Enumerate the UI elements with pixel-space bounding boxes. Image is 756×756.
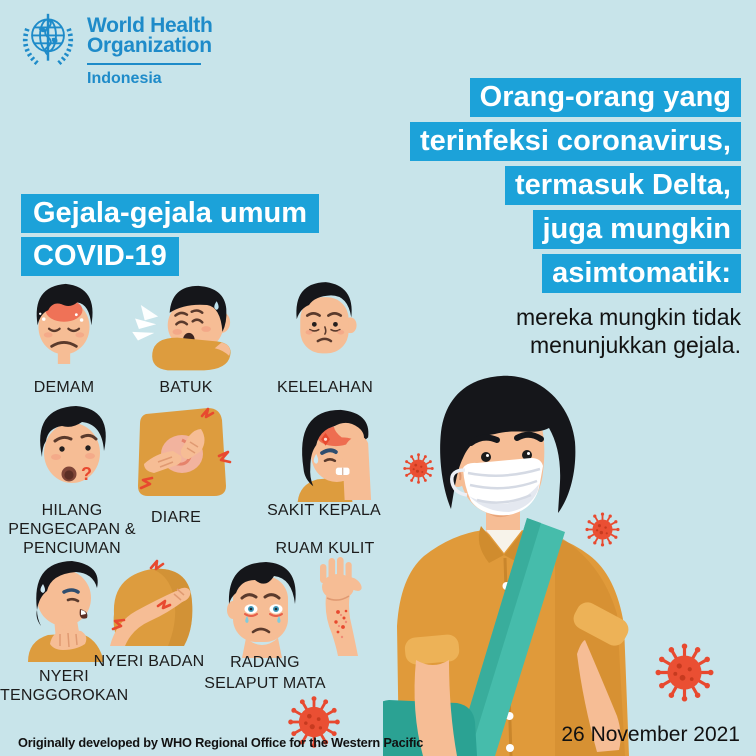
headline-block <box>410 78 741 359</box>
headline-bar: termasuk Delta, <box>505 166 741 205</box>
nyeri-badan-body-aches-illustration <box>98 556 204 654</box>
ruam-kulit-skin-rash-arm-illustration <box>302 556 378 656</box>
radang-selaput-mata-conjunctivitis-illustration <box>216 558 306 658</box>
logo-divider <box>87 63 201 65</box>
who-country-label: Indonesia <box>87 70 162 87</box>
headline-bar: terinfeksi coronavirus, <box>410 122 741 161</box>
radang-selaput-mata-label: RADANG SELAPUT MATA <box>204 654 326 692</box>
question-mark-glyph: ? <box>81 464 92 484</box>
coronavirus-icon <box>653 641 716 704</box>
diare-label: DIARE <box>151 509 201 526</box>
demam-fever-illustration <box>20 276 108 378</box>
headline-subtext-line: mereka mungkin tidak <box>516 304 741 330</box>
section-title-bar: COVID-19 <box>21 237 179 276</box>
section-title <box>21 194 319 280</box>
headline-bar: juga mungkin <box>533 210 742 249</box>
headline-bar: Orang-orang yang <box>470 78 741 117</box>
sakit-kepala-headache-illustration <box>280 402 374 502</box>
batuk-cough-illustration <box>126 282 244 378</box>
footer-credit: Originally developed by WHO Regional Office for the Western Pacific <box>18 735 424 750</box>
sakit-kepala-label: SAKIT KEPALA <box>267 502 381 519</box>
who-emblem-icon <box>18 10 78 72</box>
who-org-name-line2: Organization <box>87 34 212 57</box>
kelelahan-fatigue-illustration <box>280 276 368 378</box>
demam-label: DEMAM <box>33 379 95 396</box>
hilang-pengecapan-label: HILANG PENGECAPAN & PENCIUMAN <box>8 502 136 557</box>
nyeri-badan-label: NYERI BADAN <box>93 653 205 670</box>
who-logo <box>18 10 213 88</box>
kelelahan-label: KELELAHAN <box>276 379 374 396</box>
who-org-name-line1: World Health <box>87 14 213 37</box>
nyeri-tenggorokan-label: NYERI TENGGOROKAN <box>0 668 129 704</box>
section-title-bar: Gejala-gejala umum <box>21 194 319 233</box>
footer-date: 26 November 2021 <box>561 723 740 746</box>
hilang-pengecapan-loss-of-taste-smell-illustration <box>20 400 124 500</box>
who-logo-text <box>87 10 213 88</box>
headline-subtext-line: menunjukkan gejala. <box>530 332 741 358</box>
headline-subtext <box>516 303 741 359</box>
masked-man-illustration <box>383 372 653 756</box>
nyeri-tenggorokan-sore-throat-illustration <box>18 556 110 662</box>
batuk-label: BATUK <box>159 379 213 396</box>
headline-bar: asimtomatik: <box>542 254 741 293</box>
diare-diarrhea-illustration <box>116 400 240 502</box>
ruam-kulit-label: RUAM KULIT <box>275 540 375 557</box>
